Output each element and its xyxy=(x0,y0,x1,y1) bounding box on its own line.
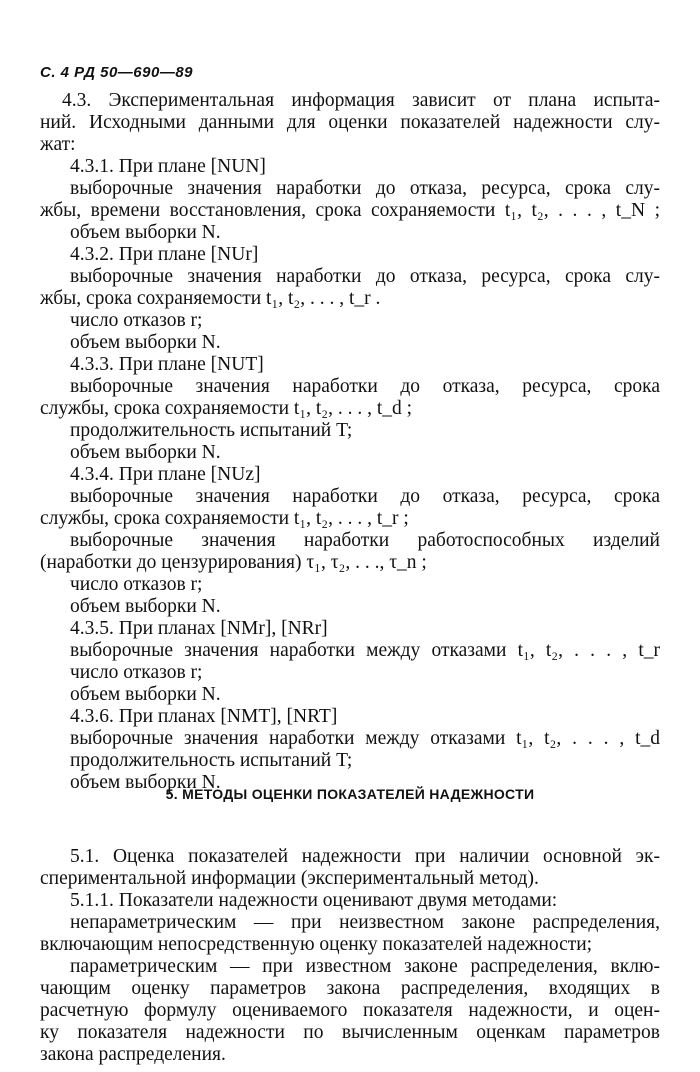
text-line: объем выборки N. xyxy=(70,332,221,353)
page-header: С. 4 РД 50—690—89 xyxy=(40,64,194,81)
text-line: чающим оценку параметров закона распределения, входящих в xyxy=(40,978,660,999)
text-line: объем выборки N. xyxy=(70,442,221,463)
text-line: выборочные значения наработки до отказа, ресурса, срока xyxy=(70,486,660,507)
text-line: выборочные значения наработки между отказами t₁, t₂, . . . , t_r xyxy=(70,640,660,661)
text-line: расчетную формулу оцениваемого показателя надежности, и оцен- xyxy=(40,1000,660,1021)
text-line: службы, срока сохраняемости t₁, t₂, . . . , t_d ; xyxy=(40,398,413,419)
text-line: 5.1.1. Показатели надежности оценивают двумя методами: xyxy=(70,890,558,911)
text-line: объем выборки N. xyxy=(70,772,221,793)
text-line: непараметрическим — при неизвестном законе распределения, xyxy=(70,912,660,933)
text-line: включающим непосредственную оценку показателей надежности; xyxy=(40,934,593,955)
text-line: спериментальной информации (экспериментальный метод). xyxy=(40,868,539,889)
text-line: 4.3.1. При плане [NUN] xyxy=(70,156,266,177)
text-line: выборочные значения наработки до отказа, ресурса, срока слу- xyxy=(70,178,660,199)
text-line: число отказов r; xyxy=(70,662,203,683)
text-line: выборочные значения наработки до отказа, ресурса, срока слу- xyxy=(70,266,660,287)
text-line: 4.3.5. При планах [NMr], [NRr] xyxy=(70,618,328,639)
text-line: объем выборки N. xyxy=(70,596,221,617)
text-line: службы, срока сохраняемости t₁, t₂, . . . , t_r ; xyxy=(40,508,409,529)
text-line: 4.3.4. При плане [NUz] xyxy=(70,464,261,485)
text-line: объем выборки N. xyxy=(70,684,221,705)
text-line: продолжительность испытаний T; xyxy=(70,750,353,771)
section-heading: 5. МЕТОДЫ ОЦЕНКИ ПОКАЗАТЕЛЕЙ НАДЕЖНОСТИ xyxy=(165,786,535,802)
text-line: ний. Исходными данными для оценки показателей надежности слу- xyxy=(40,112,660,133)
text-line: 4.3.2. При плане [NUr] xyxy=(70,244,259,265)
text-line: ку показателя надежности по вычисленным оценкам параметров xyxy=(40,1022,660,1043)
text-line: объем выборки N. xyxy=(70,222,221,243)
text-line: число отказов r; xyxy=(70,310,203,331)
text-line: жбы, времени восстановления, срока сохраняемости t₁, t₂, . . . , t_N ; xyxy=(40,200,660,221)
text-line: (наработки до цензурирования) τ₁, τ₂, . . ., τ_n ; xyxy=(40,552,427,573)
text-line: 4.3. Экспериментальная информация зависит от плана испыта- xyxy=(62,90,660,111)
text-line: жат: xyxy=(40,134,76,155)
text-line: 5.1. Оценка показателей надежности при наличии основной эк- xyxy=(70,846,660,867)
text-line: выборочные значения наработки до отказа, ресурса, срока xyxy=(70,376,660,397)
text-line: параметрическим — при известном законе распределения, вклю- xyxy=(70,956,660,977)
text-line: 4.3.6. При планах [NMT], [NRT] xyxy=(70,706,338,727)
text-line: 4.3.3. При плане [NUT] xyxy=(70,354,264,375)
text-line: жбы, срока сохраняемости t₁, t₂, . . . , t_r . xyxy=(40,288,381,309)
text-line: выборочные значения наработки работоспособных изделий xyxy=(70,530,660,551)
text-line: продолжительность испытаний T; xyxy=(70,420,353,441)
text-line: выборочные значения наработки между отказами t₁, t₂, . . . , t_d xyxy=(70,728,660,749)
text-line: число отказов r; xyxy=(70,574,203,595)
text-line: закона распределения. xyxy=(40,1044,226,1065)
